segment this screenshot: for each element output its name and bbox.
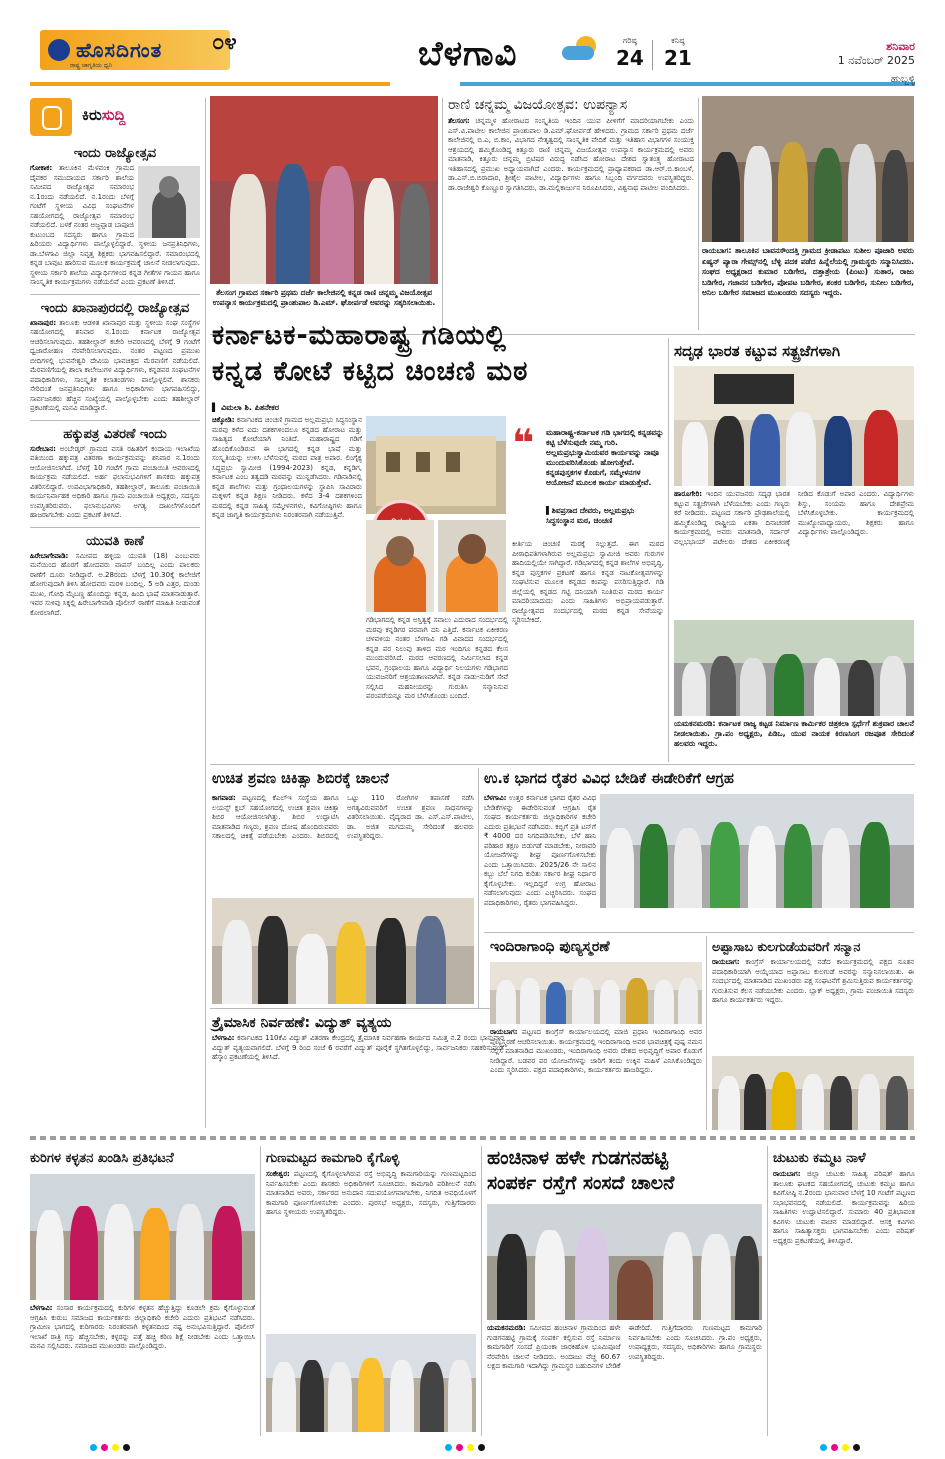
column-rule bbox=[442, 98, 443, 330]
temp-divider bbox=[652, 40, 653, 70]
column-rule bbox=[478, 768, 479, 1008]
logo-text: ಹೊಸದಿಗಂತ bbox=[76, 38, 163, 62]
dateline: ರಾಯಬಾಗ: bbox=[490, 1028, 518, 1036]
section-rule bbox=[484, 932, 914, 933]
brief-headline: ಇಂದು ಖಾನಾಪುರದಲ್ಲಿ ರಾಜ್ಯೋತ್ಸವ bbox=[40, 300, 190, 316]
max-temp-label: ಗರಿಷ್ಠ bbox=[622, 36, 637, 45]
appasaba-felicitation-photo bbox=[712, 1056, 914, 1130]
logo-tagline: ರಾಷ್ಟ್ರ ಜಾಗೃತಿಯ ಧ್ವನಿ bbox=[70, 62, 113, 69]
dateline: ಹಾರೂಗೇರಿ: bbox=[674, 490, 703, 498]
lead-byline: ▌ ವಿಮಲಾ ಶಿ. ಪಿತನೇಕರ bbox=[212, 403, 279, 412]
brief-item bbox=[30, 534, 200, 619]
dateline: ತೆಲಸಂಗ: bbox=[448, 117, 470, 125]
appasaba-headline: ಅಪ್ಪಾಸಾಬ ಕುಲಗುಡೆಯವರಿಗೆ ಸನ್ಮಾನ bbox=[712, 939, 861, 954]
column-rule bbox=[260, 1146, 261, 1436]
farmers-protest-photo bbox=[600, 794, 914, 908]
kirusuddi-header bbox=[30, 98, 210, 136]
brief-item bbox=[30, 427, 200, 521]
registration-marks-center bbox=[445, 1444, 485, 1451]
indira-tribute-photo bbox=[490, 962, 702, 1024]
weather-icon bbox=[562, 36, 602, 66]
dateline: ಗೋಕಾಕ: bbox=[30, 164, 53, 172]
newspaper-logo bbox=[40, 30, 230, 70]
kirusuddi-column bbox=[30, 146, 200, 1126]
masthead bbox=[0, 0, 945, 90]
divider bbox=[30, 294, 200, 295]
brief-body: ತಾಲೂಕು ಆಡಳಿತ ಖಾನಾಪುರ ಮತ್ತು ಸ್ಥಳೀಯ ಸಂಘ ಸಂಸ್ಥೆಗಳ ಸಹಯೋಗದಲ್ಲಿ ಶನಿವಾರ ನ.1ರಂದು ಕರ್ನಾಟಕ ರಾಜ್ಯೋತ್ಸವ ಆಚರಿಸಲಾಗುವುದು. ತಹಶೀಲ್ದಾರ್ ಕಚೇರಿ ಆವರಣದಲ್ಲಿ ಬೆಳಗ್ಗೆ 9 ಗಂಟೆಗೆ ಧ್ವಜಾರೋಹಣ ನೆರವೇರಿಸಲಾಗುವುದು. ನಂತರ ಪಟ್ಟಣದ ಪ್ರಮುಖ ಬೀದಿಗಳಲ್ಲಿ ಭುವನೇಶ್ವರಿ ದೇವಿಯ ಭಾವಚಿತ್ರದ ಮೆರವಣಿಗೆ ನಡೆಯಲಿದೆ. ಮೆರವಣಿಗೆಯಲ್ಲಿ ಶಾಲಾ ಕಾಲೇಜುಗಳ ವಿದ್ಯಾರ್ಥಿಗಳು, ಕನ್ನಡಪರ ಸಂಘಟನೆಗಳ ಪದಾಧಿಕಾರಿಗಳು, ಸಾಂಸ್ಕೃತಿಕ ಕಲಾತಂಡಗಳು ಪಾಲ್ಗೊಳ್ಳಲಿವೆ. ಶಾಸಕರು ಸೇರಿದಂತೆ ಜನಪ್ರತಿನಿಧಿಗಳು ಹಾಗೂ ಅಧಿಕಾರಿಗಳು ಭಾಗವಹಿಸಲಿದ್ದು, ಸಾರ್ವಜನಿಕರು ಹೆಚ್ಚಿನ ಸಂಖ್ಯೆಯಲ್ಲಿ ಪಾಲ್ಗೊಳ್ಳಬೇಕು ಎಂದು ತಹಶೀಲ್ದಾರ್ ಪ್ರಕಟಣೆಯಲ್ಲಿ ಮನವಿ ಮಾಡಿದ್ದಾರೆ. bbox=[30, 318, 200, 412]
dateline: ಸಂಕೇಶ್ವರ: bbox=[266, 1170, 290, 1178]
chutuku-article bbox=[773, 1170, 915, 1432]
college-photo-caption: ತೆಲಸಂಗ ಗ್ರಾಮದ ಸರ್ಕಾರಿ ಪ್ರಥಮ ದರ್ಜೆ ಕಾಲೇಜಿನಲ್ಲಿ ಕನ್ನಡ ರಾಣಿ ಚನ್ನಮ್ಮ ವಿಜಯೋತ್ಸವ ಉಪನ್ಯಾಸ ಕಾರ್ಯಕ್ರಮದಲ್ಲಿ ಪ್ರಾಂಶುಪಾಲ ಡಿ.ಎಮ್. ಘೋರ್ಪಡೆ ಅವರನ್ನು ಸತ್ಕರಿಸಲಾಯಿತು. bbox=[212, 288, 436, 307]
date-block bbox=[838, 40, 915, 85]
rani-body bbox=[448, 117, 694, 193]
sadrudha-article bbox=[674, 490, 914, 615]
brief-headline: ಇಂದು ರಾಜ್ಯೋತ್ಸವ bbox=[73, 146, 157, 161]
quote-icon: ❝ bbox=[512, 421, 535, 465]
indira-text: ಪಟ್ಟಣದ ಕಾಂಗ್ರೆಸ್ ಕಾರ್ಯಾಲಯದಲ್ಲಿ ಮಾಜಿ ಪ್ರಧಾನಿ ಇಂದಿರಾಗಾಂಧಿ ಅವರ ಪುಣ್ಯಸ್ಮರಣೆ ಆಚರಿಸಲಾಯಿತು. ಕಾರ್ಯಕ್ರಮದಲ್ಲಿ ಇಂದಿರಾಗಾಂಧಿ ಅವರ ಭಾವಚಿತ್ರಕ್ಕೆ ಪುಷ್ಪ ನಮನ ಸಲ್ಲಿಸಿ ಮಾತನಾಡಿದ ಮುಖಂಡರು, ಇಂದಿರಾಗಾಂಧಿ ಅವರು ದೇಶದ ಅಭಿವೃದ್ಧಿಗೆ ಅಪಾರ ಕೊಡುಗೆ ನೀಡಿದ್ದಾರೆ. ಬಡವರ ಪರ ಯೋಜನೆಗಳನ್ನು ಜಾರಿಗೆ ತಂದು ಉಕ್ಕಿನ ಮಹಿಳೆ ಎನಿಸಿಕೊಂಡಿದ್ದರು ಎಂದು ಸ್ಮರಿಸಿದರು. ಪಕ್ಷದ ಪದಾಧಿಕಾರಿಗಳು, ಕಾರ್ಯಕರ್ತರು ಹಾಜರಿದ್ದರು. bbox=[490, 1028, 702, 1074]
sadrudha-headline: ಸದೃಢ ಭಾರತ ಕಟ್ಟುವ ಸತ್ಪ್ರಜೆಗಳಾಗಿ bbox=[674, 342, 841, 360]
max-temperature bbox=[616, 36, 644, 70]
uka-article-col2 bbox=[600, 912, 914, 932]
chutuku-text: ಜಿಲ್ಲಾ ಚುಟುಕು ಸಾಹಿತ್ಯ ಪರಿಷತ್ ಹಾಗೂ ತಾಲೂಕು ಘಟಕದ ಸಹಯೋಗದಲ್ಲಿ ಚುಟುಕು ಕಮ್ಮಟ ಹಾಗೂ ಕವಿಗೋಷ್ಠಿ ನ.2ರಂದು ಭಾನುವಾರ ಬೆಳಗ್ಗೆ 10 ಗಂಟೆಗೆ ಪಟ್ಟಣದ ಸಭಾಭವನದಲ್ಲಿ ನಡೆಯಲಿದೆ. ಕಾರ್ಯಕ್ರಮವನ್ನು ಹಿರಿಯ ಸಾಹಿತಿಗಳು ಉದ್ಘಾಟಿಸಲಿದ್ದಾರೆ. ಸುಮಾರು 40 ಪ್ರತಿಭಾವಂತ ಕವಿಗಳು ಚುಟುಕು ವಾಚನ ಮಾಡಲಿದ್ದಾರೆ. ಆಸಕ್ತ ಕವಿಗಳು ಹಾಗೂ ಸಾಹಿತ್ಯಾಸಕ್ತರು ಭಾಗವಹಿಸಬೇಕು ಎಂದು ಪರಿಷತ್ ಅಧ್ಯಕ್ಷರು ಪ್ರಕಟಣೆಯಲ್ಲಿ ತಿಳಿಸಿದ್ದಾರೆ. bbox=[773, 1170, 915, 1245]
weekday: ಶನಿವಾರ bbox=[886, 40, 915, 53]
dateline: ಚಿಕ್ಕೋಡಿ: bbox=[212, 416, 235, 424]
kirusuddi-title-b: ಸುದ್ದಿ bbox=[101, 106, 126, 124]
kurigala-text: ಸಂಸಾರ ಕಾರ್ಯಕ್ರಮದಲ್ಲಿ ಕುರಿಗಳ ಕಳ್ಳತನ ಹೆಚ್ಚುತ್ತಿದ್ದು ಕೂಡಲೇ ಕ್ರಮ ಕೈಗೊಳ್ಳುವಂತೆ ಆಗ್ರಹಿಸಿ ಕುರುಬ ಸಮಾಜದ ಕಾರ್ಯಕರ್ತರು ಜಿಲ್ಲಾಧಿಕಾರಿ ಕಚೇರಿ ಎದುರು ಪ್ರತಿಭಟನೆ ನಡೆಸಿದರು. ಗ್ರಾಮೀಣ ಭಾಗದಲ್ಲಿ ಕುರಿಗಾರರು ನಿರಂತರವಾಗಿ ಕಳ್ಳತನದಿಂದ ನಷ್ಟ ಅನುಭವಿಸುತ್ತಿದ್ದಾರೆ. ಪೊಲೀಸ್ ಇಲಾಖೆ ರಾತ್ರಿ ಗಸ್ತು ಹೆಚ್ಚಿಸಬೇಕು, ಕಳ್ಳರನ್ನು ಪತ್ತೆ ಹಚ್ಚಿ ಕಠಿಣ ಶಿಕ್ಷೆ ನೀಡಬೇಕು ಎಂದು ಒತ್ತಾಯಿಸಿ ಮನವಿ ಸಲ್ಲಿಸಿದರು. ಸಮಾಜದ ಮುಖಂಡರು ಪಾಲ್ಗೊಂಡಿದ್ದರು. bbox=[30, 1304, 255, 1350]
logo-emblem-icon bbox=[48, 39, 70, 61]
brief-item bbox=[30, 146, 200, 288]
dateline: ರಾಯಬಾಗ: bbox=[773, 1170, 801, 1178]
kurigala-headline: ಕುರಿಗಳ ಕಳ್ಳತನ ಖಂಡಿಸಿ ಪ್ರತಿಭಟನೆ bbox=[30, 1151, 174, 1166]
traimasika-article bbox=[212, 1034, 504, 1130]
divider bbox=[30, 527, 200, 528]
dateline: ಖಾನಾಪುರ: bbox=[30, 318, 57, 327]
brief-headline: ಹಕ್ಕುಪತ್ರ ವಿತರಣೆ ಇಂದು bbox=[63, 426, 167, 442]
column-rule bbox=[481, 1146, 482, 1436]
gunamattada-article bbox=[266, 1170, 476, 1330]
kirusuddi-title bbox=[82, 106, 126, 124]
uka-text: ಉತ್ತರ ಕರ್ನಾಟಕ ಭಾಗದ ರೈತರ ವಿವಿಧ ಬೇಡಿಕೆಗಳನ್ನು ಈಡೇರಿಸುವಂತೆ ಆಗ್ರಹಿಸಿ ರೈತ ಸಂಘದ ಕಾರ್ಯಕರ್ತರು ಜಿಲ್ಲಾಧಿಕಾರಿಗಳ ಕಚೇರಿ ಎದುರು ಪ್ರತಿಭಟನೆ ನಡೆಸಿದರು. ಕಬ್ಬಿಗೆ ಪ್ರತಿ ಟನ್‌ಗೆ ₹ 4000 ದರ ನಿಗದಿಪಡಿಸಬೇಕು, ಬೆಳೆ ಹಾನಿ ಪರಿಹಾರ ತಕ್ಷಣ ಬಿಡುಗಡೆ ಮಾಡಬೇಕು, ನೀರಾವರಿ ಯೋಜನೆಗಳನ್ನು ಶೀಘ್ರ ಪೂರ್ಣಗೊಳಿಸಬೇಕು ಎಂದು ಒತ್ತಾಯಿಸಿದರು. 2025/26 ನೇ ಸಾಲಿನ ಕಬ್ಬು ಬೆಲೆ ನಿಗದಿ ಕುರಿತು ಸರ್ಕಾರ ಶೀಘ್ರ ನಿರ್ಧಾರ ಕೈಗೊಳ್ಳಬೇಕು. ಇಲ್ಲದಿದ್ದರೆ ಉಗ್ರ ಹೋರಾಟ ನಡೆಸಲಾಗುವುದು ಎಂದು ಎಚ್ಚರಿಸಿದರು. ಸಂಘದ ಪದಾಧಿಕಾರಿಗಳು, ರೈತರು ಭಾಗವಹಿಸಿದ್ದರು. bbox=[484, 794, 596, 907]
uka-headline: ಉ.ಕ ಭಾಗದ ರೈತರ ವಿವಿಧ ಬೇಡಿಕೆ ಈಡೇರಿಕೆಗೆ ಆಗ್ರಹ bbox=[484, 771, 734, 787]
page-number: ೦೪ bbox=[212, 30, 237, 55]
lead-column-1 bbox=[212, 416, 362, 761]
section-rule bbox=[210, 1008, 505, 1009]
registration-marks-left bbox=[90, 1444, 130, 1451]
column-rule bbox=[706, 936, 707, 1130]
dateline: ಹಿರೇಬಾಗೇವಾಡಿ: bbox=[30, 551, 69, 560]
painting-contest-photo bbox=[674, 620, 914, 716]
kirusuddi-title-a: ಕಿರು bbox=[82, 106, 102, 124]
indira-article bbox=[490, 1028, 702, 1130]
lead-col1-text: ಕರ್ನಾಟಕದ ಚಿಂಚಣಿ ಗ್ರಾಮದ ಅಲ್ಲಮಪ್ರಭು ಸಿದ್ಧಸಂಸ್ಥಾನ ಮಠವು ಕಳೆದ ಐದು ದಶಕಗಳಿಂದಲೂ ಕನ್ನಡದ ಹೋರಾಟ ಮತ್ತು ಸಾಹಿತ್ಯದ ಕೋಟೆಯಾಗಿ ನಿಂತಿದೆ. ಮಹಾರಾಷ್ಟ್ರದ ಗಡಿಗೆ ಹೊಂದಿಕೊಂಡಿರುವ ಈ ಭಾಗದಲ್ಲಿ ಕನ್ನಡ ಭಾಷೆ ಮತ್ತು ಸಂಸ್ಕೃತಿಯನ್ನು ಉಳಿಸಿ ಬೆಳೆಸುವಲ್ಲಿ ಮಠದ ಪಾತ್ರ ಅಪಾರ. ಲಿಂಗೈಕ್ಯ ಸಿದ್ಧಪ್ರಭು ಸ್ವಾಮೀಜಿ (1994-2023) ಕನ್ನಡ, ಕನ್ನಡಿಗ, ಕರ್ನಾಟಕ ಎಂಬ ತತ್ವದಡಿ ಮಠವನ್ನು ಮುನ್ನಡೆಸಿದರು. ಗಡಿನಾಡಿನಲ್ಲಿ ಕನ್ನಡ ಶಾಲೆಗಳು ಮತ್ತು ಗ್ರಂಥಾಲಯಗಳನ್ನು ಸ್ಥಾಪಿಸಿ ಸಾವಿರಾರು ಮಕ್ಕಳಿಗೆ ಕನ್ನಡ ಶಿಕ್ಷಣ ನೀಡಿದರು. ಕಳೆದ 3-4 ದಶಕಗಳಿಂದ ಮಠದಲ್ಲಿ ಕನ್ನಡ ಸಾಹಿತ್ಯ ಸಮ್ಮೇಳನಗಳು, ಕವಿಗೋಷ್ಠಿಗಳು ಹಾಗೂ ಕನ್ನಡ ಜಾಗೃತಿ ಕಾರ್ಯಕ್ರಮಗಳು ನಿರಂತರವಾಗಿ ನಡೆಯುತ್ತಿವೆ. bbox=[212, 416, 362, 519]
shravana-headline: ಉಚಿತ ಶ್ರವಣ ಚಿಕಿತ್ಸಾ ಶಿಬಿರಕ್ಕೆ ಚಾಲನೆ bbox=[212, 771, 389, 787]
edition-location: ಹುಬ್ಬಳ್ಳಿ bbox=[890, 74, 915, 85]
hanchinal-text: ಸಮೀಪದ ಹಂಚಿನಾಳ ಗ್ರಾಮದಿಂದ ಹಳೇ ಗುಡಗನಹಟ್ಟಿ ಗ್ರಾಮಕ್ಕೆ ಸಂಪರ್ಕ ಕಲ್ಪಿಸುವ ರಸ್ತೆ ನಿರ್ಮಾಣ ಕಾಮಗಾರಿಗೆ ಸಂಸದೆ ಪ್ರಿಯಂಕಾ ಜಾರಕಿಹೊಳಿ ಭೂಮಿಪೂಜೆ ನೆರವೇರಿಸಿ ಚಾಲನೆ ನೀಡಿದರು. ಅಂದಾಜು ವೆಚ್ಚ 60.67 ಲಕ್ಷದ ಕಾಮಗಾರಿ ಇದಾಗಿದ್ದು ಗ್ರಾಮಸ್ಥರ ಬಹುದಿನಗಳ ಬೇಡಿಕೆ ಈಡೇರಿದೆ. ಗುತ್ತಿಗೆದಾರರು ಗುಣಮಟ್ಟದ ಕಾಮಗಾರಿ ನಿರ್ವಹಿಸಬೇಕು ಎಂದು ಸೂಚಿಸಿದರು. ಗ್ರಾ.ಪಂ ಅಧ್ಯಕ್ಷರು, ಉಪಾಧ್ಯಕ್ಷರು, ಸದಸ್ಯರು, ಅಧಿಕಾರಿಗಳು ಹಾಗೂ ಗ್ರಾಮಸ್ಥರು ಉಪಸ್ಥಿತರಿದ್ದರು. bbox=[487, 1324, 762, 1370]
appasaba-text: ಕಾಂಗ್ರೆಸ್ ಕಾರ್ಯಾಲಯದಲ್ಲಿ ನಡೆದ ಕಾರ್ಯಕ್ರಮದಲ್ಲಿ ಪಕ್ಷದ ನೂತನ ಪದಾಧಿಕಾರಿಯಾಗಿ ಆಯ್ಕೆಯಾದ ಅಪ್ಪಾಸಾಬ ಕುಲಗುಡೆ ಅವರನ್ನು ಸನ್ಮಾನಿಸಲಾಯಿತು. ಈ ಸಂದರ್ಭದಲ್ಲಿ ಮಾತನಾಡಿದ ಮುಖಂಡರು ಪಕ್ಷ ಸಂಘಟನೆಗೆ ಶ್ರಮಿಸುತ್ತಿರುವ ಕಾರ್ಯಕರ್ತರನ್ನು ಗುರುತಿಸುವ ಕೆಲಸ ನಡೆಯಬೇಕು ಎಂದರು. ಬ್ಲಾಕ್ ಅಧ್ಯಕ್ಷರು, ಗ್ರಾಮ ಪಂಚಾಯಿತಿ ಸದಸ್ಯರು ಹಾಗೂ ಕಾರ್ಯಕರ್ತರು ಇದ್ದರು. bbox=[712, 958, 914, 1004]
dateline: ಬೆಳಗಾವಿ: bbox=[484, 794, 507, 802]
dateline: ಸುರೇಬಾನ: bbox=[30, 444, 56, 453]
brief-headline: ಯುವತಿ ಕಾಣೆ bbox=[86, 533, 144, 549]
divider bbox=[30, 420, 200, 421]
chutuku-headline: ಚುಟುಕು ಕಮ್ಮಟ ನಾಳೆ bbox=[773, 1151, 866, 1166]
brief-body: ಸಮೀಪದ ಹಳ್ಳಿಯ ಯುವತಿ (18) ಎಂಬುವರು ಮನೆಯಿಂದ ಹೊರಗೆ ಹೋದವರು ವಾಪಸ್ ಬಂದಿಲ್ಲ ಎಂದು ಪಾಲಕರು ಠಾಣೆಗೆ ದೂರು ನೀಡಿದ್ದಾರೆ. ಅ.28ರಂದು ಬೆಳಗ್ಗೆ 10.30ಕ್ಕೆ ಕಾಲೇಜಿಗೆ ಹೋಗುವುದಾಗಿ ತಿಳಿಸಿ ಹೋದವರು ಮರಳಿ ಬಂದಿಲ್ಲ. 5 ಅಡಿ ಎತ್ತರ, ದುಂಡು ಮುಖ, ಗೋಧಿ ಮೈಬಣ್ಣ ಹೊಂದಿದ್ದು ಕನ್ನಡ, ಹಿಂದಿ ಭಾಷೆ ಮಾತನಾಡುತ್ತಾರೆ. ಇವರ ಸುಳಿವು ಸಿಕ್ಕಲ್ಲಿ ಹಿರೇಬಾಗೇವಾಡಿ ಪೊಲೀಸ್ ಠಾಣೆಗೆ ಮಾಹಿತಿ ನೀಡುವಂತೆ ಕೋರಲಾಗಿದೆ. bbox=[30, 551, 200, 617]
section-rule bbox=[210, 764, 915, 765]
hanchinal-headline-line1: ಹಂಚಿನಾಳ ಹಳೇ ಗುಡಗನಹಟ್ಟಿ bbox=[487, 1147, 669, 1169]
road-work-photo bbox=[266, 1334, 476, 1432]
uka-article-col1 bbox=[484, 794, 596, 914]
lead-column-2 bbox=[366, 616, 508, 761]
lead-headline-line2: ಕನ್ನಡ ಕೋಟೆ ಕಟ್ಟಿದ ಚಿಂಚಣಿ ಮಠ bbox=[212, 356, 529, 387]
rani-headline: ರಾಣಿ ಚನ್ನಮ್ಮ ವಿಜಯೋತ್ಸವ: ಉಪನ್ಯಾಸ bbox=[448, 97, 628, 113]
brief-body: ಅಂಬೇಡ್ಕರ್ ಗ್ರಾಮದ ವಸತಿ ರಹಿತರಿಗೆ ಕಂದಾಯ ಇಲಾಖೆಯ ವತಿಯಿಂದ ಹಕ್ಕುಪತ್ರ ವಿತರಣಾ ಕಾರ್ಯಕ್ರಮವನ್ನು ಶನಿವಾರ ನ.1ರಂದು ಆಯೋಜಿಸಲಾಗಿದೆ. ಬೆಳಗ್ಗೆ 10 ಗಂಟೆಗೆ ಗ್ರಾಮ ಪಂಚಾಯಿತಿ ಆವರಣದಲ್ಲಿ ಕಾರ್ಯಕ್ರಮ ನಡೆಯಲಿದೆ. ಅರ್ಹ ಫಲಾನುಭವಿಗಳಿಗೆ ಶಾಸಕರು ಹಕ್ಕುಪತ್ರ ವಿತರಿಸಲಿದ್ದಾರೆ. ಉಪವಿಭಾಗಾಧಿಕಾರಿ, ತಹಶೀಲ್ದಾರ್, ತಾಲೂಕು ಪಂಚಾಯಿತಿ ಕಾರ್ಯನಿರ್ವಾಹಕ ಅಧಿಕಾರಿ ಹಾಗೂ ಗ್ರಾಮ ಪಂಚಾಯಿತಿ ಅಧ್ಯಕ್ಷರು, ಸದಸ್ಯರು ಉಪಸ್ಥಿತರಿರುವರು. ಫಲಾನುಭವಿಗಳು ಅಗತ್ಯ ದಾಖಲೆಗಳೊಂದಿಗೆ ಹಾಜರಾಗಬೇಕು ಎಂದು ಪ್ರಕಟಣೆ ತಿಳಿಸಿದೆ. bbox=[30, 444, 200, 519]
min-temp-value: 21 bbox=[664, 46, 692, 70]
brief-body: ತಾಲೂಕಿನ ಮೆಳವಂಕಿ ಗ್ರಾಮದ ದೈವಕರ ಸಮುದಾಯದ ಸರ್ಕಾರಿ ಶಾಲೆಯ ಸಮೀಪದ ರಾಜ್ಯೋತ್ಸವ ಸಮಾರಂಭ ನ.1ರಂದು ನಡೆಯಲಿದೆ. ನ.1ರಂದು ಬೆಳಗ್ಗೆ ಗಂಟೆಗೆ ಸ್ಥಳೀಯ ವಿವಿಧ ಸಂಘಟನೆಗಳ ಸಹಯೋಗದಲ್ಲಿ ರಾಜ್ಯೋತ್ಸವ ಸಮಾರಂಭ ನಡೆಯಲಿದೆ. ಬಳಕೆ ನಂತರ ಅಜ್ಜಪ್ಪಾಡ ಬಾಪೂಜಿ ಕುಟುಂಬದ ಸದಸ್ಯರು ಹಾಗೂ ಗ್ರಾಮದ ಹಿರಿಯರು ವಿದ್ಯಾರ್ಥಿಗಳು ಪಾಲ್ಗೊಳ್ಳಲಿದ್ದಾರೆ. ಸ್ಥಳೀಯ ಜನಪ್ರತಿನಿಧಿಗಳು, ಡಾ.ಬೆಳಗಾವಿ ಜಿಲ್ಲಾ ನಿವೃತ್ತ ಶಿಕ್ಷಕರು ಭಾಗವಹಿಸಲಿದ್ದಾರೆ. ಸಮಾರಂಭದಲ್ಲಿ ಕನ್ನಡ ಬಾವುಟ ಹಾರಿಸುವ ಮೂಲಕ ಕಾರ್ಯಕ್ರಮಕ್ಕೆ ಚಾಲನೆ ನೀಡಲಾಗುವುದು. ಸ್ಥಳೀಯ ಸರ್ಕಾರಿ ಶಾಲೆಯ ವಿದ್ಯಾರ್ಥಿಗಳಿಂದ ಕನ್ನಡ ಗೀತೆಗಳ ಗಾಯನ ಹಾಗೂ ಸಾಂಸ್ಕೃತಿಕ ಕಾರ್ಯಕ್ರಮಗಳು ನಡೆಯಲಿವೆ ಎಂದು ಪ್ರಕಟಣೆ ತಿಳಿಸಿದೆ. bbox=[30, 164, 200, 286]
lead-pull-quote bbox=[512, 421, 664, 536]
hanchinal-headline bbox=[487, 1146, 762, 1196]
hanchinal-headline-line2: ಸಂಪರ್ಕ ರಸ್ತೆಗೆ ಸಂಸದೆ ಚಾಲನೆ bbox=[487, 1172, 675, 1194]
registration-marks-right bbox=[820, 1444, 860, 1451]
athlete-felicitation-photo bbox=[702, 96, 914, 242]
brief-item bbox=[30, 301, 200, 414]
shravana-text: ಪಟ್ಟಣದಲ್ಲಿ ಕೆಎಲ್‌ಇ ಸಂಸ್ಥೆಯ ಹಾಗೂ ಲಯನ್ಸ್ ಕ್ಲಬ್ ಸಹಯೋಗದಲ್ಲಿ ಉಚಿತ ಶ್ರವಣ ಚಿಕಿತ್ಸಾ ಶಿಬಿರ ಆಯೋಜಿಸಲಾಗಿತ್ತು. ಶಿಬಿರ ಉದ್ಘಾಟಿಸಿ ಮಾತನಾಡಿದ ಗಣ್ಯರು, ಶ್ರವಣ ದೋಷ ಹೊಂದಿರುವವರು ಸಕಾಲದಲ್ಲಿ ಚಿಕಿತ್ಸೆ ಪಡೆಯಬೇಕು ಎಂದರು. ಶಿಬಿರದಲ್ಲಿ ಒಟ್ಟು 110 ರೋಗಿಗಳ ತಪಾಸಣೆ ನಡೆಸಿ ಅಗತ್ಯವಿರುವವರಿಗೆ ಉಚಿತ ಶ್ರವಣ ಸಾಧನಗಳನ್ನು ವಿತರಿಸಲಾಯಿತು. ವೈದ್ಯರಾದ ಡಾ. ಎಸ್.ಎಸ್.ಪಾಟೀಲ, ಡಾ. ಅಜಿತ ಮಗದುಮ್ಮ ಸೇರಿದಂತೆ ಹಲವರು ಉಪಸ್ಥಿತರಿದ್ದರು. bbox=[212, 794, 474, 840]
quote-attribution: ▌ಶಿವಪ್ರಸಾದ ದೇವರು, ಅಲ್ಲಮಪ್ರಭು ಸಿದ್ಧಸಂಸ್ಥಾನ ಮಠ, ಚಿಂಚಣಿ bbox=[546, 506, 635, 525]
brief-text bbox=[30, 319, 200, 414]
school-event-photo bbox=[674, 366, 914, 486]
portrait-photo bbox=[138, 166, 200, 238]
dateline: ಕಾಗವಾಡ: bbox=[212, 794, 236, 802]
issue-date: 1 ನವೆಂಬರ್ 2025 bbox=[837, 54, 915, 67]
indira-headline: ಇಂದಿರಾಗಾಂಧಿ ಪುಣ್ಯಸ್ಮರಣೆ bbox=[490, 939, 610, 955]
column-rule bbox=[698, 98, 699, 330]
column-rule bbox=[668, 338, 669, 762]
section-divider-band bbox=[30, 1136, 915, 1140]
brief-text bbox=[30, 552, 200, 619]
gunamattada-headline: ಗುಣಮಟ್ಟದ ಕಾಮಗಾರಿ ಕೈಗೊಳ್ಳಿ bbox=[266, 1151, 400, 1166]
masthead-stripe-left bbox=[30, 82, 390, 86]
byline-name: ವಿಮಲಾ ಶಿ. ಪಿತನೇಕರ bbox=[220, 403, 279, 412]
dateline: ರಾಯಬಾಗ: bbox=[712, 958, 740, 966]
quote-attr-text: ಶಿವಪ್ರಸಾದ ದೇವರು, ಅಲ್ಲಮಪ್ರಭು ಸಿದ್ಧಸಂಸ್ಥಾನ ಮಠ, ಚಿಂಚಣಿ bbox=[546, 506, 635, 525]
quote-text: ಮಹಾರಾಷ್ಟ್ರ-ಕರ್ನಾಟಕ ಗಡಿ ಭಾಗದಲ್ಲಿ ಕನ್ನಡವನ್ನು ಕಟ್ಟಿ ಬೆಳೆಸುವುದೇ ನಮ್ಮ ಗುರಿ. ಅಲ್ಲಮಪ್ರಭುಸ್ವಾಮಿಯವರ ಕಾರ್ಯವನ್ನು ನಾವೂ ಮುಂದುವರಿಸಿಕೊಂಡು ಹೋಗುತ್ತೇವೆ. ಕನ್ನಡಪುಸ್ತಕಗಳ ಕೊಡುಗೆ, ಸಮ್ಮೇಳನಗಳ ಆಯೋಜನೆ ಮೂಲಕ ಕಾರ್ಯ ಮಾಡುತ್ತೇವೆ. bbox=[546, 428, 664, 487]
pointing-hand-icon bbox=[30, 98, 72, 136]
column-rule bbox=[767, 1146, 768, 1436]
dateline: ಬೆಳಗಾವಿ: bbox=[30, 1304, 53, 1312]
rani-article bbox=[448, 96, 694, 330]
min-temp-label: ಕನಿಷ್ಠ bbox=[671, 36, 685, 45]
hearing-camp-photo bbox=[212, 898, 474, 1004]
swamiji-portrait-1 bbox=[366, 520, 434, 612]
lead-headline bbox=[212, 318, 662, 390]
road-inauguration-photo bbox=[487, 1204, 762, 1320]
sadrudha-text: ಇಂದಿನ ಯುವಜನರು ಸದೃಢ ಭಾರತ ಕಟ್ಟುವ ಸತ್ಪ್ರಜೆಗಳಾಗಿ ಬೆಳೆಯಬೇಕು ಎಂದು ಗಣ್ಯರು ಕರೆ ನೀಡಿದರು. ಪಟ್ಟಣದ ಸರ್ಕಾರಿ ಪ್ರೌಢಶಾಲೆಯಲ್ಲಿ ಹಮ್ಮಿಕೊಂಡಿದ್ದ ರಾಷ್ಟ್ರೀಯ ಏಕತಾ ದಿನಾಚರಣೆ ಕಾರ್ಯಕ್ರಮದಲ್ಲಿ ಅವರು ಮಾತನಾಡಿ, ಸರ್ದಾರ್ ವಲ್ಲಭಭಾಯ್ ಪಟೇಲರು ದೇಶದ ಏಕೀಕರಣಕ್ಕೆ ನೀಡಿದ ಕೊಡುಗೆ ಅಪಾರ ಎಂದರು. ವಿದ್ಯಾರ್ಥಿಗಳು ಶಿಸ್ತು, ಸಂಯಮ ಹಾಗೂ ದೇಶಪ್ರೇಮ ಬೆಳೆಸಿಕೊಳ್ಳಬೇಕು. ಕಾರ್ಯಕ್ರಮದಲ್ಲಿ ಮುಖ್ಯೋಪಾಧ್ಯಾಯರು, ಶಿಕ್ಷಕರು ಹಾಗೂ ವಿದ್ಯಾರ್ಥಿಗಳು ಪಾಲ್ಗೊಂಡಿದ್ದರು. bbox=[674, 490, 914, 546]
gunamattada-text: ಪಟ್ಟಣದಲ್ಲಿ ಕೈಗೊಳ್ಳಲಾಗಿರುವ ರಸ್ತೆ ಅಭಿವೃದ್ಧಿ ಕಾಮಗಾರಿಯನ್ನು ಗುಣಮಟ್ಟದಿಂದ ನಿರ್ವಹಿಸಬೇಕು ಎಂದು ಶಾಸಕರು ಅಧಿಕಾರಿಗಳಿಗೆ ಸೂಚಿಸಿದರು. ಕಾಮಗಾರಿ ಪರಿಶೀಲನೆ ನಡೆಸಿ ಮಾತನಾಡಿದ ಅವರು, ಸರ್ಕಾರದ ಅನುದಾನ ಸದುಪಯೋಗವಾಗಬೇಕು, ನಿಗದಿತ ಅವಧಿಯೊಳಗೆ ಕಾಮಗಾರಿ ಪೂರ್ಣಗೊಳಿಸಬೇಕು ಎಂದರು. ಪುರಸಭೆ ಅಧ್ಯಕ್ಷರು, ಸದಸ್ಯರು, ಗುತ್ತಿಗೆದಾರರು ಹಾಗೂ ಸ್ಥಳೀಯರು ಉಪಸ್ಥಿತರಿದ್ದರು. bbox=[266, 1170, 476, 1216]
shepherd-protest-photo bbox=[30, 1174, 255, 1300]
dateline: ಯಮಕನಮರಡಿ: bbox=[487, 1324, 526, 1332]
athlete-photo-caption: ರಾಯಬಾಗ: ತಾಲೂಕಿನ ಬಾವನಸೌಂದತ್ತಿ ಗ್ರಾಮದ ಕ್ರೀಡಾಪಟು ಸುಶೀಲ ಪೂಜಾರಿ ಅವರು ಏಷ್ಯನ್ ಪ್ಯಾರಾ ಗೇಮ್ಸ್‌ನಲ್ಲಿ ಬೆಳ್ಳಿ ಪದಕ ಪಡೆದ ಹಿನ್ನೆಲೆಯಲ್ಲಿ ಗ್ರಾಮಸ್ಥರು ಸನ್ಮಾನಿಸಿದರು. ಸಂಘದ ಅಧ್ಯಕ್ಷರಾದ ಕುಮಾರ ಬಡಿಗೇರ, ದತ್ತಾತ್ರೇಯ (ಪಿಂಟು) ಸುತಾರ, ರಾಜು ಬಡಿಗೇರ, ಗಜಾನನ ಬಡಿಗೇರ, ಪೋಪಟ ಬಡಿಗೇರ, ಶಂಕರ ಬಡಿಗೇರ, ಸುನೀಲ ಬಡಿಗೇರ, ಅನಿಲ ಬಡಿಗೇರ ಸಮಾಜದ ಮುಖಂಡರು ಸದಸ್ಯರು ಇದ್ದರು. bbox=[702, 246, 914, 297]
min-temperature bbox=[664, 36, 692, 70]
max-temp-value: 24 bbox=[616, 46, 644, 70]
dateline: ಬೆಳಗಾವಿ: bbox=[212, 1034, 235, 1042]
painting-contest-caption: ಯಮಕನಮರಡಿ: ಕರ್ನಾಟಕ ರಾಜ್ಯ ಕಟ್ಟಡ ನಿರ್ಮಾಣ ಕಾರ್ಮಿಕರ ಚಿತ್ರಕಲಾ ಸ್ಪರ್ಧೆಗೆ ಶುಕ್ರವಾರ ಚಾಲನೆ ನೀಡಲಾಯಿತು. ಗ್ರಾ.ಪಂ ಅಧ್ಯಕ್ಷರು, ಪಿಡಿಒ, ಯುವ ನಾಯಕ ಕಿರಣಸಿಂಗ ರಜಪೂತ ಸೇರಿದಂತೆ ಹಲವರು ಇದ್ದರು. bbox=[674, 719, 914, 748]
lead-headline-line1: ಕರ್ನಾಟಕ-ಮಹಾರಾಷ್ಟ್ರ ಗಡಿಯಲ್ಲಿ bbox=[212, 320, 507, 351]
lead-col3-text: ಕೀರ್ತಿಯ ಚಿಂಚಣಿ ಮಠಕ್ಕೆ ಸಲ್ಲುತ್ತದೆ. ಈಗ ಮಠದ ಪೀಠಾಧಿಪತಿಗಳಾಗಿರುವ ಅಲ್ಲಮಪ್ರಭು ಸ್ವಾಮೀಜಿ ಅವರು ಗುರುಗಳ ಹಾದಿಯಲ್ಲಿಯೇ ಸಾಗಿದ್ದಾರೆ. ಗಡಿಭಾಗದಲ್ಲಿ ಕನ್ನಡ ಶಾಲೆಗಳ ಅಭಿವೃದ್ಧಿ, ಕನ್ನಡ ಪುಸ್ತಕಗಳ ಪ್ರಕಟಣೆ ಹಾಗೂ ಕನ್ನಡ ನಾಟಕೋತ್ಸವಗಳನ್ನು ಸಂಘಟಿಸುವ ಮೂಲಕ ಕನ್ನಡದ ಕಂಪನ್ನು ಪಸರಿಸುತ್ತಿದ್ದಾರೆ. ಗಡಿ ಜಿಲ್ಲೆಯಲ್ಲಿ ಕನ್ನಡದ ಗಟ್ಟಿ ದನಿಯಾಗಿ ನಿಂತಿರುವ ಮಠದ ಕಾರ್ಯ ಮಾದರಿಯಾದುದು ಎಂದು ಸಾಹಿತಿಗಳು ಅಭಿಪ್ರಾಯಪಡುತ್ತಾರೆ. ರಾಜ್ಯೋತ್ಸವದ ಸಂದರ್ಭದಲ್ಲಿ ಮಠದ ಕನ್ನಡ ಸೇವೆಯನ್ನು ಸ್ಮರಿಸಬೇಕಿದೆ. bbox=[512, 540, 664, 624]
appasaba-article bbox=[712, 958, 914, 1052]
matha-building-photo bbox=[366, 416, 506, 514]
kurigala-article bbox=[30, 1304, 255, 1432]
traimasika-text: ಕರ್ನಾಟಕದ 110ಕೆವಿ ವಿದ್ಯುತ್ ವಿತರಣಾ ಕೇಂದ್ರದಲ್ಲಿ ತ್ರೈಮಾಸಿಕ ನಿರ್ವಹಣಾ ಕಾರ್ಯದ ನಿಮಿತ್ತ ನ.2 ರಂದು ಭಾನುವಾರ ವಿದ್ಯುತ್ ವ್ಯತ್ಯಯವಾಗಲಿದೆ. ಬೆಳಗ್ಗೆ 9 ರಿಂದ ಸಂಜೆ 6 ರವರೆಗೆ ವಿದ್ಯುತ್ ಪೂರೈಕೆ ಸ್ಥಗಿತಗೊಳ್ಳಲಿದ್ದು, ಸಾರ್ವಜನಿಕರು ಸಹಕರಿಸುವಂತೆ ಹೆಸ್ಕಾಂ ಪ್ರಕಟಣೆಯಲ್ಲಿ ತಿಳಿಸಿದೆ. bbox=[212, 1034, 504, 1061]
hanchinal-article bbox=[487, 1324, 762, 1432]
shravana-article bbox=[212, 794, 474, 894]
traimasika-headline: ತ್ರೈಮಾಸಿಕ ನಿರ್ವಹಣೆ: ವಿದ್ಯುತ್ ವ್ಯತ್ಯಯ bbox=[212, 1015, 392, 1031]
lead-column-3 bbox=[512, 540, 664, 761]
swamiji-portrait-2 bbox=[438, 520, 506, 612]
rani-text: ಚನ್ನಮ್ಮಳ ಹೋರಾಟದ ಸಂಸ್ಕೃತಿಯ ಇಂದಿನ ಯುವ ಪೀಳಿಗೆಗೆ ಮಾದರಿಯಾಗಬೇಕು ಎಂದು ಎಸ್.ವಿ.ಪಾಟೀಲ ಕಾಲೇಜಿನ ಪ್ರಾಂಶುಪಾಲ ಡಿ.ಎಮ್.ಘೋರ್ಪಡೆ ಹೇಳಿದರು. ಗ್ರಾಮದ ಸರ್ಕಾರಿ ಪ್ರಥಮ ದರ್ಜೆ ಕಾಲೇಜಿನಲ್ಲಿ ಬಿ.ಎ, ಬಿ.ಕಾಂ, ವಿಭಾಗದ ನೇತೃತ್ವದಲ್ಲಿ ಸಾಂಸ್ಕೃತಿಕ ವೇದಿಕೆ ಮತ್ತು ಇತಿಹಾಸ ವಿಭಾಗಗಳ ಸಂಯುಕ್ತ ಆಶ್ರಯದಲ್ಲಿ ಹಮ್ಮಿಕೊಂಡಿದ್ದ ಕಿತ್ತೂರು ರಾಣಿ ಚನ್ನಮ್ಮ ವಿಜಯೋತ್ಸವ ಉಪನ್ಯಾಸ ಕಾರ್ಯಕ್ರಮದಲ್ಲಿ ಅವರು ಮಾತನಾಡಿ, ಕಿತ್ತೂರು ಚನ್ನಮ್ಮ ಬ್ರಿಟಿಷರ ವಿರುದ್ಧ ನಡೆಸಿದ ಹೋರಾಟ ದೇಶದ ಸ್ವಾತಂತ್ರ್ಯ ಹೋರಾಟದ ಇತಿಹಾಸದಲ್ಲಿ ಪ್ರಮುಖ ಅಧ್ಯಾಯವಾಗಿದೆ ಎಂದರು. ಕಾರ್ಯಕ್ರಮದಲ್ಲಿ ಪ್ರಾಧ್ಯಾಪಕರಾದ ಡಾ.ಆರ್.ಬಿ.ಕಾಂಬಳೆ, ಡಾ.ಎಸ್.ಬಿ.ಬಿರಾದಾರ, ಶ್ರೀಶೈಲ ಪಾಟೀಲ, ವಿದ್ಯಾರ್ಥಿಗಳು ಹಾಗೂ ಸಿಬ್ಬಂದಿ ವರ್ಗದವರು ಉಪಸ್ಥಿತರಿದ್ದರು. ಡಾ.ರಾಜೇಶ್ವರಿ ಕೊಣ್ಣೂರ ಸ್ವಾಗತಿಸಿದರು, ಡಾ.ಮಲ್ಲಿಕಾರ್ಜುನ ನಿರೂಪಿಸಿದರು, ವಿಶ್ವನಾಥ ಪಾಟೀಲ ವಂದಿಸಿದರು. bbox=[448, 117, 694, 192]
college-event-photo bbox=[210, 96, 438, 284]
column-rule bbox=[205, 98, 206, 1128]
brief-text bbox=[30, 445, 200, 521]
edition-city-title: ಬೆಳಗಾವಿ bbox=[418, 34, 518, 74]
lead-col2-text: ಗಡಿಭಾಗದಲ್ಲಿ ಕನ್ನಡ ಅಸ್ತಿತ್ವಕ್ಕೆ ಸವಾಲು ಎದುರಾದ ಸಂದರ್ಭದಲ್ಲಿ ಮಠವು ಕನ್ನಡಿಗರ ಪರವಾಗಿ ದನಿ ಎತ್ತಿದೆ. ಕರ್ನಾಟಕ ಏಕೀಕರಣ ಚಳವಳಿಯ ನಂತರ ಬೆಳಗಾವಿ ಗಡಿ ವಿವಾದದ ಸಂದರ್ಭದಲ್ಲಿ ಕನ್ನಡ ಪರ ನಿಲುವು ತಾಳಿದ ಮಠ ಇಂದಿಗೂ ಕನ್ನಡದ ಕೆಲಸ ಮುಂದುವರಿಸಿದೆ. ಮಠದ ಆವರಣದಲ್ಲಿ ನಿರ್ಮಿಸಲಾದ ಕನ್ನಡ ಭವನ, ಗ್ರಂಥಾಲಯ ಹಾಗೂ ವಿದ್ಯಾರ್ಥಿ ನಿಲಯಗಳು ಗಡಿಭಾಗದ ಯುವಜನರಿಗೆ ಆಶ್ರಯತಾಣವಾಗಿವೆ. ಕನ್ನಡ ನಾಡು-ನುಡಿಗೆ ಸೇವೆ ಸಲ್ಲಿಸಿದ ಮಹನೀಯರನ್ನು ಗುರುತಿಸಿ ಸನ್ಮಾನಿಸುವ ಪರಂಪರೆಯನ್ನೂ ಮಠ ಬೆಳೆಸಿಕೊಂಡು ಬಂದಿದೆ. bbox=[366, 616, 508, 700]
